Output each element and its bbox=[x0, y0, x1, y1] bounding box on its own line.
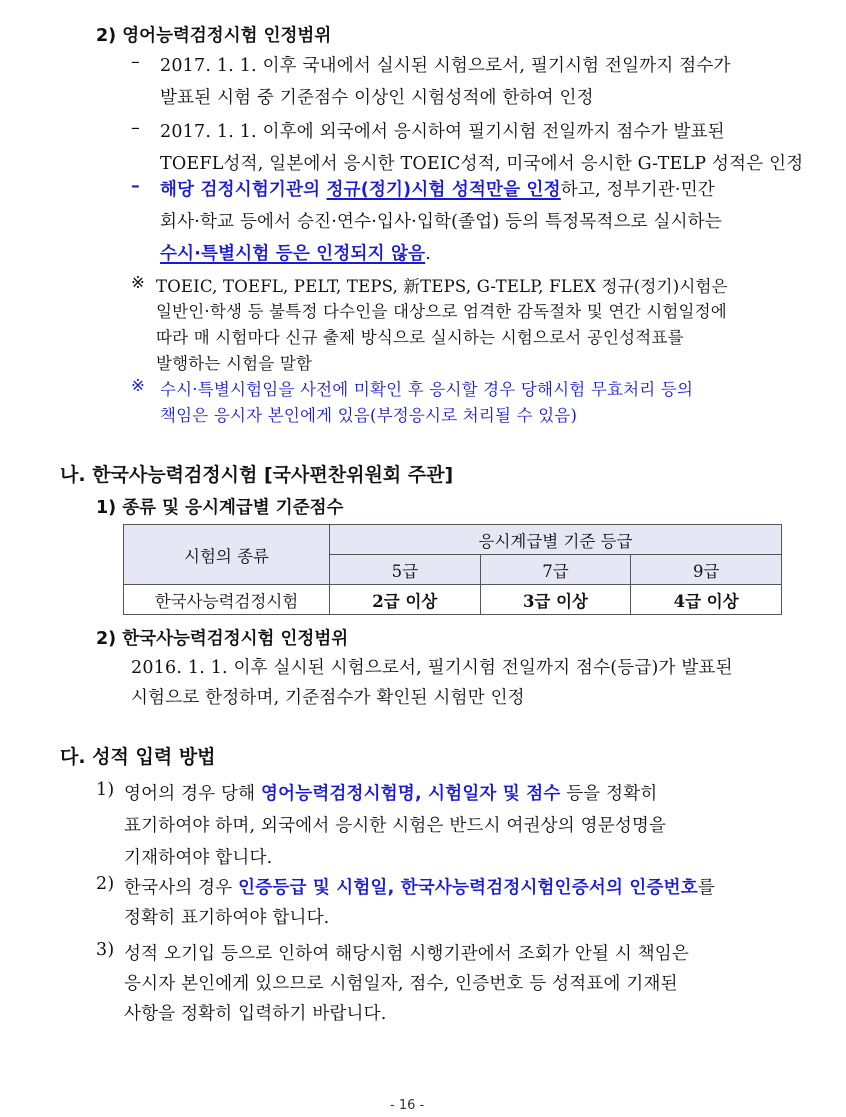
note-text: 책임은 응시자 본인에게 있음(부정응시로 처리될 수 있음) bbox=[160, 406, 578, 425]
table-header-grade-group: 응시계급별 기준 등급 bbox=[330, 525, 782, 555]
bullet-text: TOEFL성적, 일본에서 응시한 TOEIC성적, 미국에서 응시한 G-TELP 성적은 인정 bbox=[160, 154, 804, 174]
item-text: 정확히 표기하여야 합니다. bbox=[124, 908, 330, 928]
bullet-text: 발표된 시험 중 기준점수 이상인 시험성적에 한하여 인정 bbox=[160, 88, 594, 108]
emphasis-underlined-text: 수시·특별시험 등은 인정되지 않음 bbox=[160, 244, 426, 264]
plain-text: 영어의 경우 당해 bbox=[124, 784, 262, 804]
item-text bbox=[124, 874, 715, 899]
bullet-text: 2017. 1. 1. 이후에 외국에서 응시하여 필기시험 전일까지 점수가 발표된 bbox=[160, 122, 725, 142]
note-text: 따라 매 시험마다 신규 출제 방식으로 실시하는 시험으로서 공인성적표를 bbox=[156, 328, 684, 347]
item-number: 2) bbox=[96, 874, 115, 894]
bullet-dash: – bbox=[131, 52, 140, 72]
paragraph-text: 2016. 1. 1. 이후 실시된 시험으로서, 필기시험 전일까지 점수(등급)가 발표된 bbox=[131, 658, 733, 678]
note-text: TOEIC, TOEFL, PELT, TEPS, 新TEPS, G-TELP, FLEX 정규(정기)시험은 bbox=[156, 277, 728, 296]
table-header-grade: 9급 bbox=[631, 555, 782, 585]
subsection-heading: 1) 종류 및 응시계급별 기준점수 bbox=[96, 498, 344, 518]
section-heading-english-scope: 2) 영어능력검정시험 인정범위 bbox=[96, 26, 332, 46]
note-text: 일반인·학생 등 불특정 다수인을 대상으로 엄격한 감독절차 및 연간 시험일정에 bbox=[156, 302, 727, 321]
plain-text: 한국사의 경우 bbox=[124, 878, 239, 898]
subsection-heading: 2) 한국사능력검정시험 인정범위 bbox=[96, 629, 349, 649]
note-text: 발행하는 시험을 말함 bbox=[156, 354, 313, 373]
bullet-text: 회사·학교 등에서 승진·연수·입사·입학(졸업) 등의 특정목적으로 실시하는 bbox=[160, 212, 722, 232]
table-cell-value: 2급 이상 bbox=[330, 585, 481, 615]
bullet-dash: – bbox=[131, 176, 140, 196]
section-title-korean-history: 나. 한국사능력검정시험 [국사편찬위원회 주관] bbox=[60, 464, 454, 486]
table-cell-exam: 한국사능력검정시험 bbox=[124, 585, 330, 615]
table-cell-value: 4급 이상 bbox=[631, 585, 782, 615]
table-header-grade: 7급 bbox=[480, 555, 631, 585]
item-text: 응시자 본인에게 있으므로 시험일자, 점수, 인증번호 등 성적표에 기재된 bbox=[124, 974, 678, 994]
emphasis-text: 해당 검정시험기관의 bbox=[160, 180, 327, 200]
emphasis-underlined-text: 정규(정기)시험 성적만을 인정 bbox=[326, 180, 561, 200]
page-number: - 16 - bbox=[390, 1098, 425, 1113]
grade-table bbox=[123, 524, 782, 615]
item-text: 사항을 정확히 입력하기 바랍니다. bbox=[124, 1004, 387, 1024]
table-row bbox=[124, 585, 782, 615]
table-header-exam-type: 시험의 종류 bbox=[124, 525, 330, 585]
plain-text: . bbox=[425, 244, 431, 264]
bullet-text bbox=[160, 240, 431, 265]
plain-text: 등을 정확히 bbox=[560, 784, 658, 804]
item-text: 표기하여야 하며, 외국에서 응시한 시험은 반드시 여권상의 영문성명을 bbox=[124, 816, 667, 836]
bullet-dash: – bbox=[131, 118, 140, 138]
plain-text: 하고, 정부기관·민간 bbox=[560, 180, 715, 200]
item-text: 성적 오기입 등으로 인하여 해당시험 시행기관에서 조회가 안될 시 책임은 bbox=[124, 944, 690, 964]
emphasis-text: 인증등급 및 시험일, 한국사능력검정시험인증서의 인증번호 bbox=[238, 878, 698, 898]
table-cell-value: 3급 이상 bbox=[480, 585, 631, 615]
note-mark-icon: ※ bbox=[131, 376, 146, 395]
table-header-grade: 5급 bbox=[330, 555, 481, 585]
plain-text: 를 bbox=[697, 878, 715, 898]
section-title-score-input: 다. 성적 입력 방법 bbox=[60, 746, 216, 768]
item-number: 3) bbox=[96, 940, 115, 960]
paragraph-text: 시험으로 한정하며, 기준점수가 확인된 시험만 인정 bbox=[131, 688, 525, 708]
note-mark-icon: ※ bbox=[131, 273, 146, 292]
item-text: 기재하여야 합니다. bbox=[124, 848, 273, 868]
item-number: 1) bbox=[96, 780, 115, 800]
emphasis-text: 영어능력검정시험명, 시험일자 및 점수 bbox=[261, 784, 561, 804]
bullet-text: 2017. 1. 1. 이후 국내에서 실시된 시험으로서, 필기시험 전일까지 점수가 bbox=[160, 56, 731, 76]
item-text bbox=[124, 780, 658, 805]
note-text: 수시·특별시험임을 사전에 미확인 후 응시할 경우 당해시험 무효처리 등의 bbox=[160, 380, 694, 399]
bullet-text bbox=[160, 176, 715, 201]
